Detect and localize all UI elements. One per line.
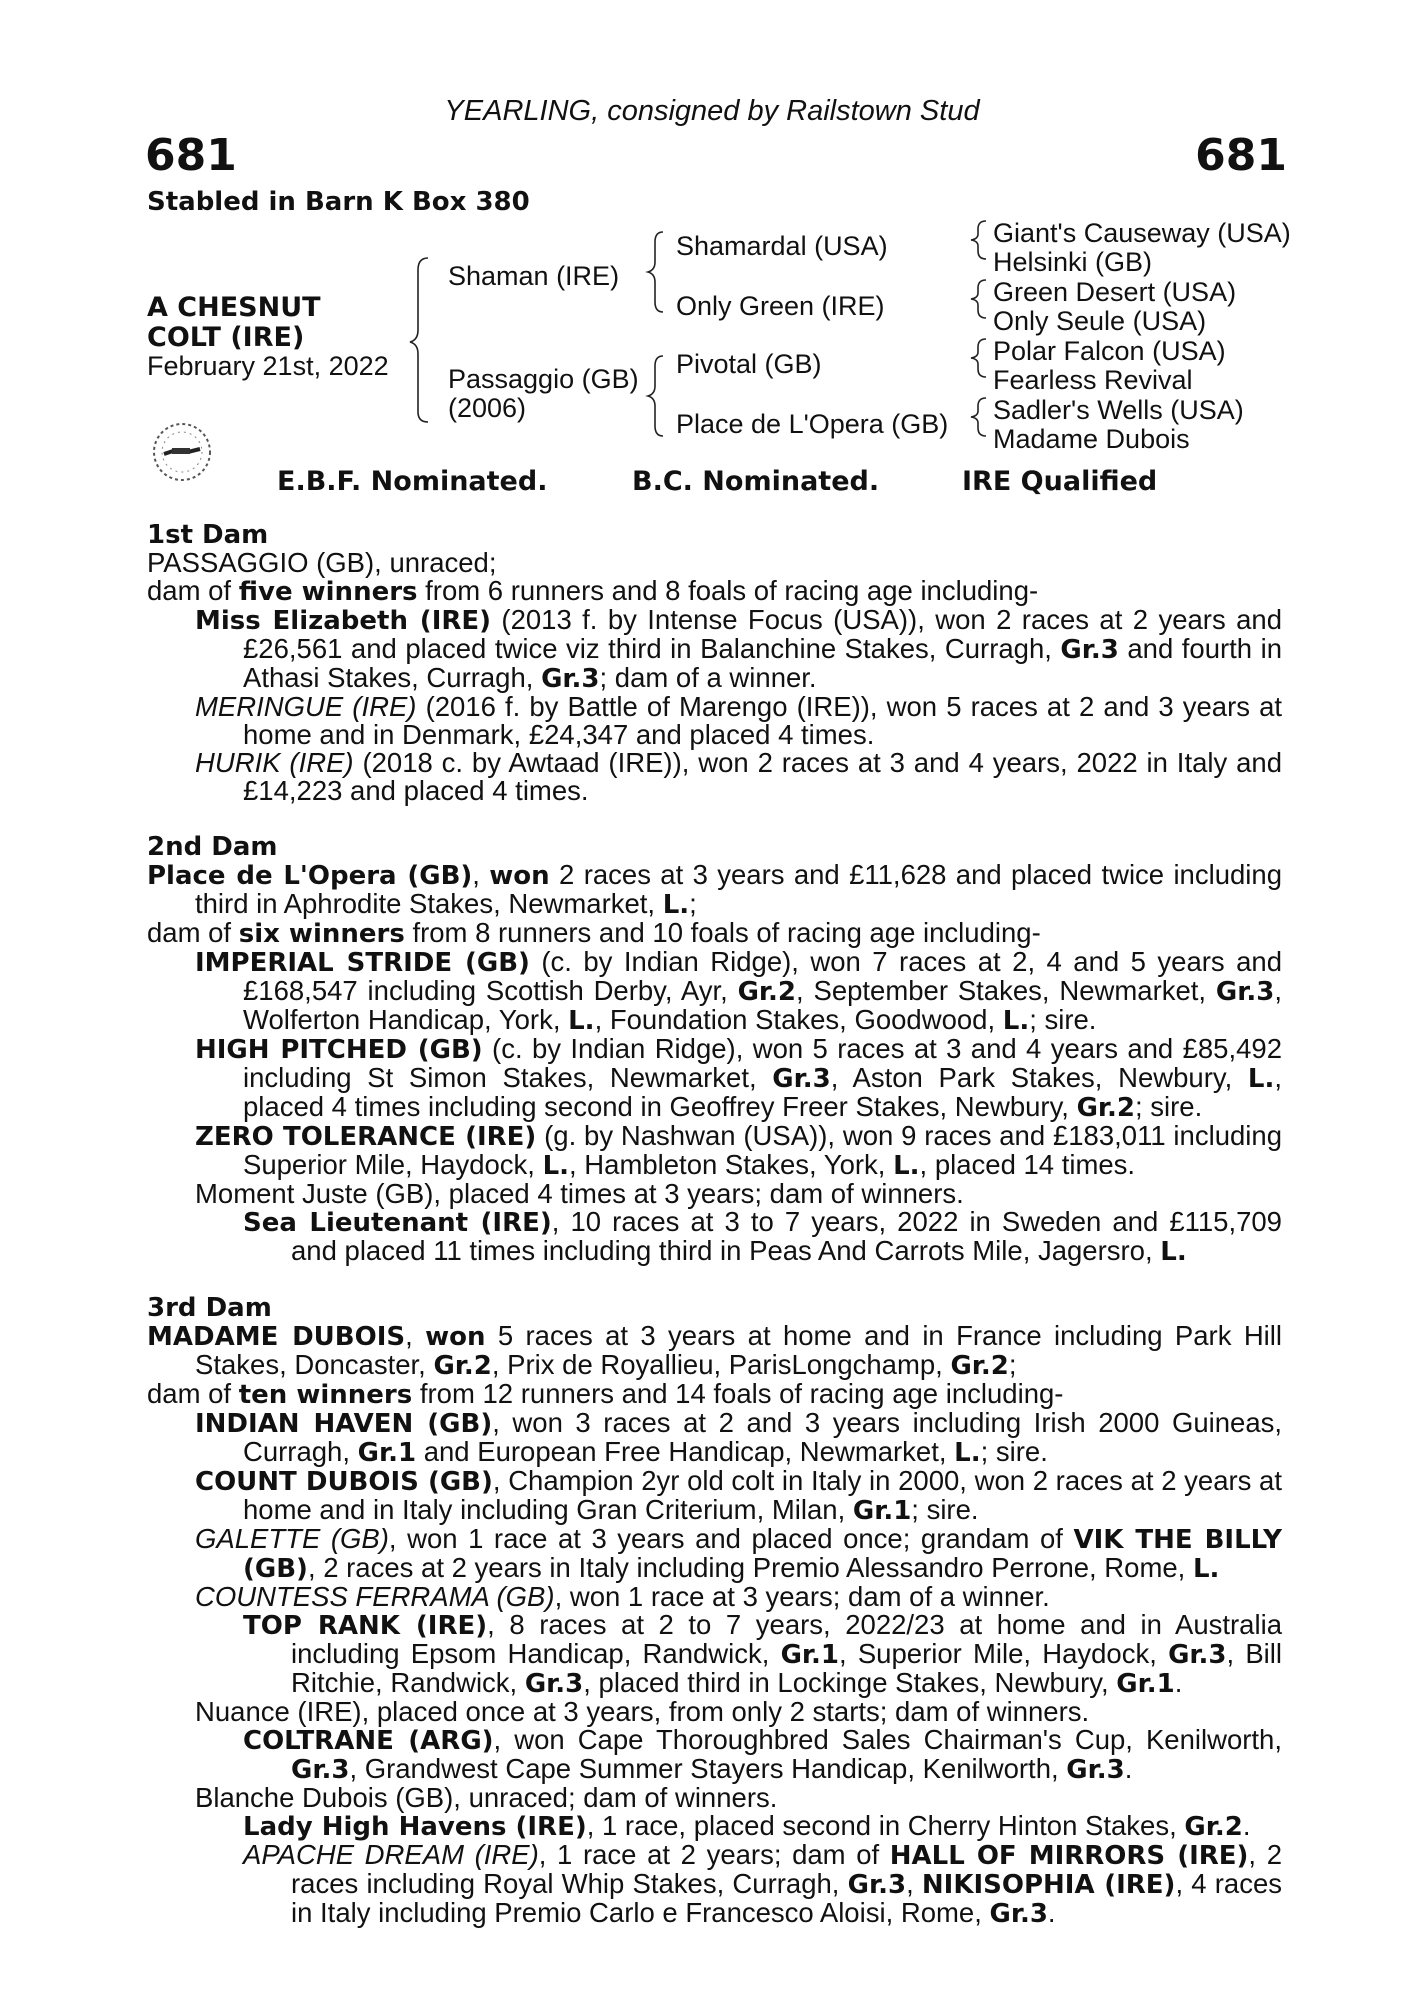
dam2-produce: dam of six winners from 8 runners and 10 foals of racing age including- (147, 917, 1041, 949)
produce-entry: Miss Elizabeth (IRE) (2013 f. by Intense Focus (USA)), won 2 races at 2 years and £26,561 and placed twice viz third in Balanchine Stakes, Curragh, Gr.3 and fourth in Athasi Stakes, Curragh, Gr.3; dam of a winner. (195, 604, 1283, 694)
produce-entry: Nuance (IRE), placed once at 3 years, from only 2 starts; dam of winners. (195, 1696, 1090, 1727)
produce-entry: HURIK (IRE) (2018 c. by Awtaad (IRE)), won 2 races at 3 and 4 years, 2022 in Italy and £14,223 and placed 4 times. (195, 747, 1282, 806)
ancestor-6: Fearless Revival (993, 365, 1193, 395)
horse-description-line2: COLT (IRE) (147, 322, 305, 353)
produce-entry: GALETTE (GB), won 1 race at 3 years and placed once; grandam of VIK THE BILLY (GB), 2 races at 2 years in Italy including Premio Alessandro Perrone, Rome, L. (195, 1523, 1283, 1584)
produce-entry: TOP RANK (IRE), 8 races at 2 to 7 years, 2022/23 at home and in Australia including Epsom Handicap, Randwick, Gr.1, Superior Mile, Haydock, Gr.3, Bill Ritchie, Randwick, Gr.3, placed third in Lockinge Stakes, Newbury, Gr.1. (243, 1609, 1283, 1699)
ancestor-1: Giant's Causeway (USA) (993, 218, 1291, 248)
ancestor-4: Only Seule (USA) (993, 306, 1207, 336)
dam-foaled-year: (2006) (448, 393, 527, 423)
produce-entry: Blanche Dubois (GB), unraced; dam of winners. (195, 1782, 778, 1813)
produce-entry: COUNT DUBOIS (GB), Champion 2yr old colt in Italy in 2000, won 2 races at 2 years at home and in Italy including Gran Criterium, Milan, Gr.1; sire. (195, 1465, 1282, 1526)
dam1-summary: PASSAGGIO (GB), unraced; (147, 547, 497, 578)
bc-nomination: B.C. Nominated. (632, 466, 880, 497)
sire: Shaman (IRE) (448, 261, 620, 291)
produce-entry: COLTRANE (ARG), won Cape Thoroughbred Sales Chairman's Cup, Kenilworth, Gr.3, Grandwest Cape Summer Stayers Handicap, Kenilworth, Gr.3. (243, 1724, 1282, 1785)
ire-qualification: IRE Qualified (962, 466, 1158, 497)
ancestor-8: Madame Dubois (993, 424, 1190, 454)
section-1st-dam: 1st Dam (147, 520, 269, 550)
produce-entry: APACHE DREAM (IRE), 1 race at 2 years; dam of HALL OF MIRRORS (IRE), 2 races including Royal Whip Stakes, Curragh, Gr.3, NIKISOPHIA (IRE), 4 races in Italy including Premio Carlo e Francesco Aloisi, Rome, Gr.3. (243, 1839, 1283, 1929)
dam1-produce: dam of five winners from 6 runners and 8 foals of racing age including- (147, 575, 1039, 607)
produce-entry: Sea Lieutenant (IRE), 10 races at 3 to 7 years, 2022 in Sweden and £115,709 and placed 11 times including third in Peas And Carrots Mile, Jagersro, L. (243, 1206, 1282, 1267)
foaling-date: February 21st, 2022 (147, 351, 389, 381)
produce-entry: ZERO TOLERANCE (IRE) (g. by Nashwan (USA)), won 9 races and £183,011 including Superior Mile, Haydock, L., Hambleton Stakes, York, L., placed 14 times. (195, 1120, 1282, 1181)
page-header: YEARLING, consigned by Railstown Stud (444, 95, 980, 127)
stabling-info: Stabled in Barn K Box 380 (147, 187, 530, 217)
section-2nd-dam: 2nd Dam (147, 832, 278, 862)
produce-entry: MERINGUE (IRE) (2016 f. by Battle of Marengo (IRE)), won 5 races at 2 and 3 years at home and in Denmark, £24,347 and placed 4 times. (195, 691, 1283, 750)
sire-dam: Only Green (IRE) (676, 291, 885, 321)
consignor-logo (146, 416, 218, 488)
lot-number-right: 681 (1195, 130, 1287, 181)
dam2-summary: Place de L'Opera (GB), won 2 races at 3 years and £11,628 and placed twice including third in Aphrodite Stakes, Newmarket, L.; (147, 859, 1282, 920)
ancestor-3: Green Desert (USA) (993, 277, 1237, 307)
ancestor-5: Polar Falcon (USA) (993, 336, 1226, 366)
horse-description-line1: A CHESNUT (147, 292, 321, 323)
dam-dam: Place de L'Opera (GB) (676, 409, 949, 439)
produce-entry: IMPERIAL STRIDE (GB) (c. by Indian Ridge), won 7 races at 2, 4 and 5 years and £168,547 including Scottish Derby, Ayr, Gr.2, September Stakes, Newmarket, Gr.3, Wolferton Handicap, York, L., Foundation Stakes, Goodwood, L.; sire. (195, 946, 1282, 1036)
produce-entry: HIGH PITCHED (GB) (c. by Indian Ridge), won 5 races at 3 and 4 years and £85,492 including St Simon Stakes, Newmarket, Gr.3, Aston Park Stakes, Newbury, L., placed 4 times including second in Geoffrey Freer Stakes, Newbury, Gr.2; sire. (195, 1033, 1283, 1123)
dam3-summary: MADAME DUBOIS, won 5 races at 3 years at home and in France including Park Hill Stakes, Doncaster, Gr.2, Prix de Royallieu, ParisLongchamp, Gr.2; (147, 1320, 1283, 1381)
ebf-nomination: E.B.F. Nominated. (277, 466, 548, 497)
ancestor-7: Sadler's Wells (USA) (993, 395, 1244, 425)
produce-record (147, 521, 1282, 1928)
dam3-produce: dam of ten winners from 12 runners and 14 foals of racing age including- (147, 1378, 1064, 1410)
produce-entry: COUNTESS FERRAMA (GB), won 1 race at 3 years; dam of a winner. (195, 1581, 1050, 1612)
produce-entry: Moment Juste (GB), placed 4 times at 3 years; dam of winners. (195, 1178, 964, 1209)
dam: Passaggio (GB) (448, 364, 639, 394)
dam-sire: Pivotal (GB) (676, 349, 822, 379)
section-3rd-dam: 3rd Dam (147, 1293, 272, 1323)
sire-sire: Shamardal (USA) (676, 231, 888, 261)
produce-entry: Lady High Havens (IRE), 1 race, placed second in Cherry Hinton Stakes, Gr.2. (243, 1810, 1251, 1842)
ancestor-2: Helsinki (GB) (993, 247, 1153, 277)
produce-entry: INDIAN HAVEN (GB), won 3 races at 2 and 3 years including Irish 2000 Guineas, Curragh, Gr.1 and European Free Handicap, Newmarket, L.; sire. (195, 1407, 1283, 1468)
lot-number-left: 681 (145, 130, 237, 181)
